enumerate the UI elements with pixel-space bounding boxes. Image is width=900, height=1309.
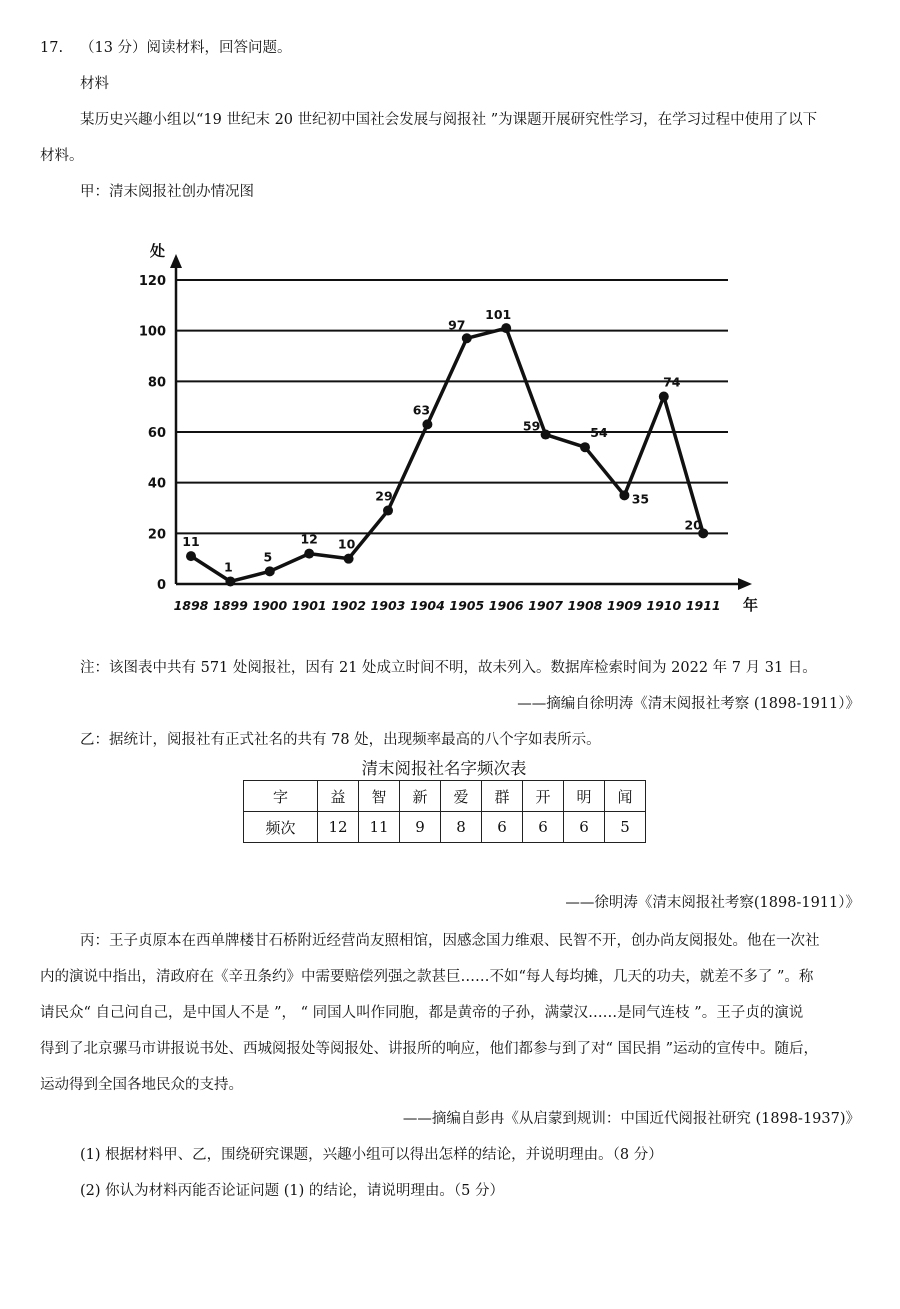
x-axis-arrow <box>738 578 752 590</box>
data-point <box>462 333 472 343</box>
bing-line-4: 得到了北京骡马市讲报说书处、西城阅报处等阅报处、讲报所的响应，他们都参与到了对“ 国民捐 ”运动的宣传中。随后， <box>40 1041 819 1057</box>
data-point <box>501 323 511 333</box>
y-tick-label: 120 <box>138 274 166 289</box>
data-point <box>186 551 196 561</box>
data-label: 35 <box>631 491 650 507</box>
intro-line-1: 某历史兴趣小组以“19 世纪末 20 世纪初中国社会发展与阅报社 ”为课题开展研究性学习，在学习过程中使用了以下 <box>80 112 818 128</box>
row-header-freq: 频次 <box>244 812 318 843</box>
y-tick-label: 40 <box>147 476 166 492</box>
freq-cell: 6 <box>482 812 523 843</box>
bing-source: ——摘编自彭冉《从启蒙到规训：中国近代阅报社研究 (1898-1937)》 <box>402 1111 860 1127</box>
freq-cell: 8 <box>441 812 482 843</box>
x-tick-label: 1906 <box>488 598 524 613</box>
x-tick-label: 1905 <box>449 598 485 613</box>
x-tick-label: 1907 <box>528 598 563 613</box>
frequency-table <box>243 780 646 843</box>
x-tick-label: 1910 <box>646 598 682 613</box>
question-1: (1) 根据材料甲、乙，围绕研究课题，兴趣小组可以得出怎样的结论，并说明理由。（8 分） <box>80 1147 663 1163</box>
line-chart <box>130 232 770 622</box>
x-tick-label: 1901 <box>291 598 327 613</box>
table-row-chars <box>244 781 646 812</box>
y-axis-arrow <box>170 254 182 268</box>
y-tick-label: 100 <box>138 324 166 340</box>
x-tick-label: 1900 <box>252 598 288 613</box>
data-label: 5 <box>263 549 273 565</box>
data-label: 20 <box>684 517 702 533</box>
data-label: 54 <box>590 425 608 441</box>
data-label: 1 <box>224 559 233 575</box>
data-label: 63 <box>412 402 431 418</box>
material-jia-title: 甲：清末阅报社创办情况图 <box>80 184 254 200</box>
material-yi-text: 乙：据统计，阅报社有正式社名的共有 78 处，出现频率最高的八个字如表所示。 <box>80 732 601 748</box>
char-cell: 明 <box>564 781 605 812</box>
material-label: 材料 <box>80 76 109 92</box>
x-tick-label: 1898 <box>173 598 209 613</box>
char-cell: 群 <box>482 781 523 812</box>
data-point <box>580 442 590 452</box>
y-axis-label: 处 <box>150 242 166 260</box>
bing-line-2: 内的演说中指出，清政府在《辛丑条约》中需要赔偿列强之款甚巨……不如“每人每均摊，几天的功夫，就差不多了 ”。称 <box>40 969 814 985</box>
data-label: 97 <box>448 317 466 333</box>
char-cell: 闻 <box>605 781 646 812</box>
intro-line-2: 材料。 <box>40 148 84 164</box>
data-label: 101 <box>485 307 512 323</box>
data-label: 29 <box>375 488 393 504</box>
data-point <box>383 506 393 516</box>
data-point <box>659 392 669 402</box>
x-tick-label: 1911 <box>685 598 721 613</box>
freq-cell: 12 <box>318 812 359 843</box>
data-point <box>422 419 432 429</box>
char-cell: 爱 <box>441 781 482 812</box>
table-source: ——徐明涛《清末阅报社考察(1898-1911）》 <box>565 895 860 911</box>
data-point <box>619 490 629 500</box>
data-point <box>344 554 354 564</box>
data-label: 11 <box>182 534 200 550</box>
freq-cell: 5 <box>605 812 646 843</box>
table-row-freqs <box>244 812 646 843</box>
char-cell: 开 <box>523 781 564 812</box>
freq-cell: 6 <box>564 812 605 843</box>
chart-note: 注：该图表中共有 571 处阅报社，因有 21 处成立时间不明，故未列入。数据库检索时间为 2022 年 7 月 31 日。 <box>80 660 817 676</box>
question-number: 17. <box>40 40 64 56</box>
freq-cell: 11 <box>359 812 400 843</box>
data-label: 10 <box>337 536 356 552</box>
y-tick-label: 0 <box>156 578 166 593</box>
y-tick-label: 20 <box>147 527 166 543</box>
bing-line-3: 请民众“ 自己问自己，是中国人不是 ”， “ 同国人叫作同胞，都是黄帝的子孙，满蒙汉……是同气连枝 ”。王子贞的演说 <box>40 1005 804 1021</box>
x-tick-label: 1899 <box>213 598 248 613</box>
chart-source: ——摘编自徐明涛《清末阅报社考察 (1898-1911）》 <box>517 696 860 712</box>
char-cell: 新 <box>400 781 441 812</box>
y-tick-label: 80 <box>147 375 166 391</box>
series-line <box>191 328 703 581</box>
data-label: 59 <box>522 418 541 434</box>
char-cell: 智 <box>359 781 400 812</box>
bing-line-5: 运动得到全国各地民众的支持。 <box>40 1077 243 1093</box>
table-title: 清末阅报社名字频次表 <box>361 759 527 778</box>
x-tick-label: 1903 <box>370 598 406 613</box>
x-tick-label: 1908 <box>567 598 603 613</box>
bing-line-1: 丙：王子贞原本在西单牌楼甘石桥附近经营尚友照相馆，因感念国力维艰、民智不开，创办尚友阅报处。他在一次社 <box>80 933 820 949</box>
freq-cell: 6 <box>523 812 564 843</box>
freq-cell: 9 <box>400 812 441 843</box>
data-point <box>225 576 235 586</box>
question-intro: （13 分）阅读材料，回答问题。 <box>80 40 292 56</box>
x-tick-label: 1904 <box>410 598 445 613</box>
data-label: 74 <box>663 374 681 390</box>
y-tick-label: 60 <box>147 426 166 441</box>
data-point <box>304 549 314 559</box>
question-2: (2) 你认为材料丙能否论证问题 (1) 的结论，请说明理由。（5 分） <box>80 1183 504 1199</box>
row-header-char: 字 <box>244 781 318 812</box>
data-label: 12 <box>300 531 318 547</box>
x-tick-label: 1909 <box>607 598 642 613</box>
x-tick-label: 1902 <box>331 598 366 613</box>
data-point <box>265 566 275 576</box>
data-point <box>541 430 551 440</box>
x-axis-label: 年 <box>743 596 759 614</box>
char-cell: 益 <box>318 781 359 812</box>
